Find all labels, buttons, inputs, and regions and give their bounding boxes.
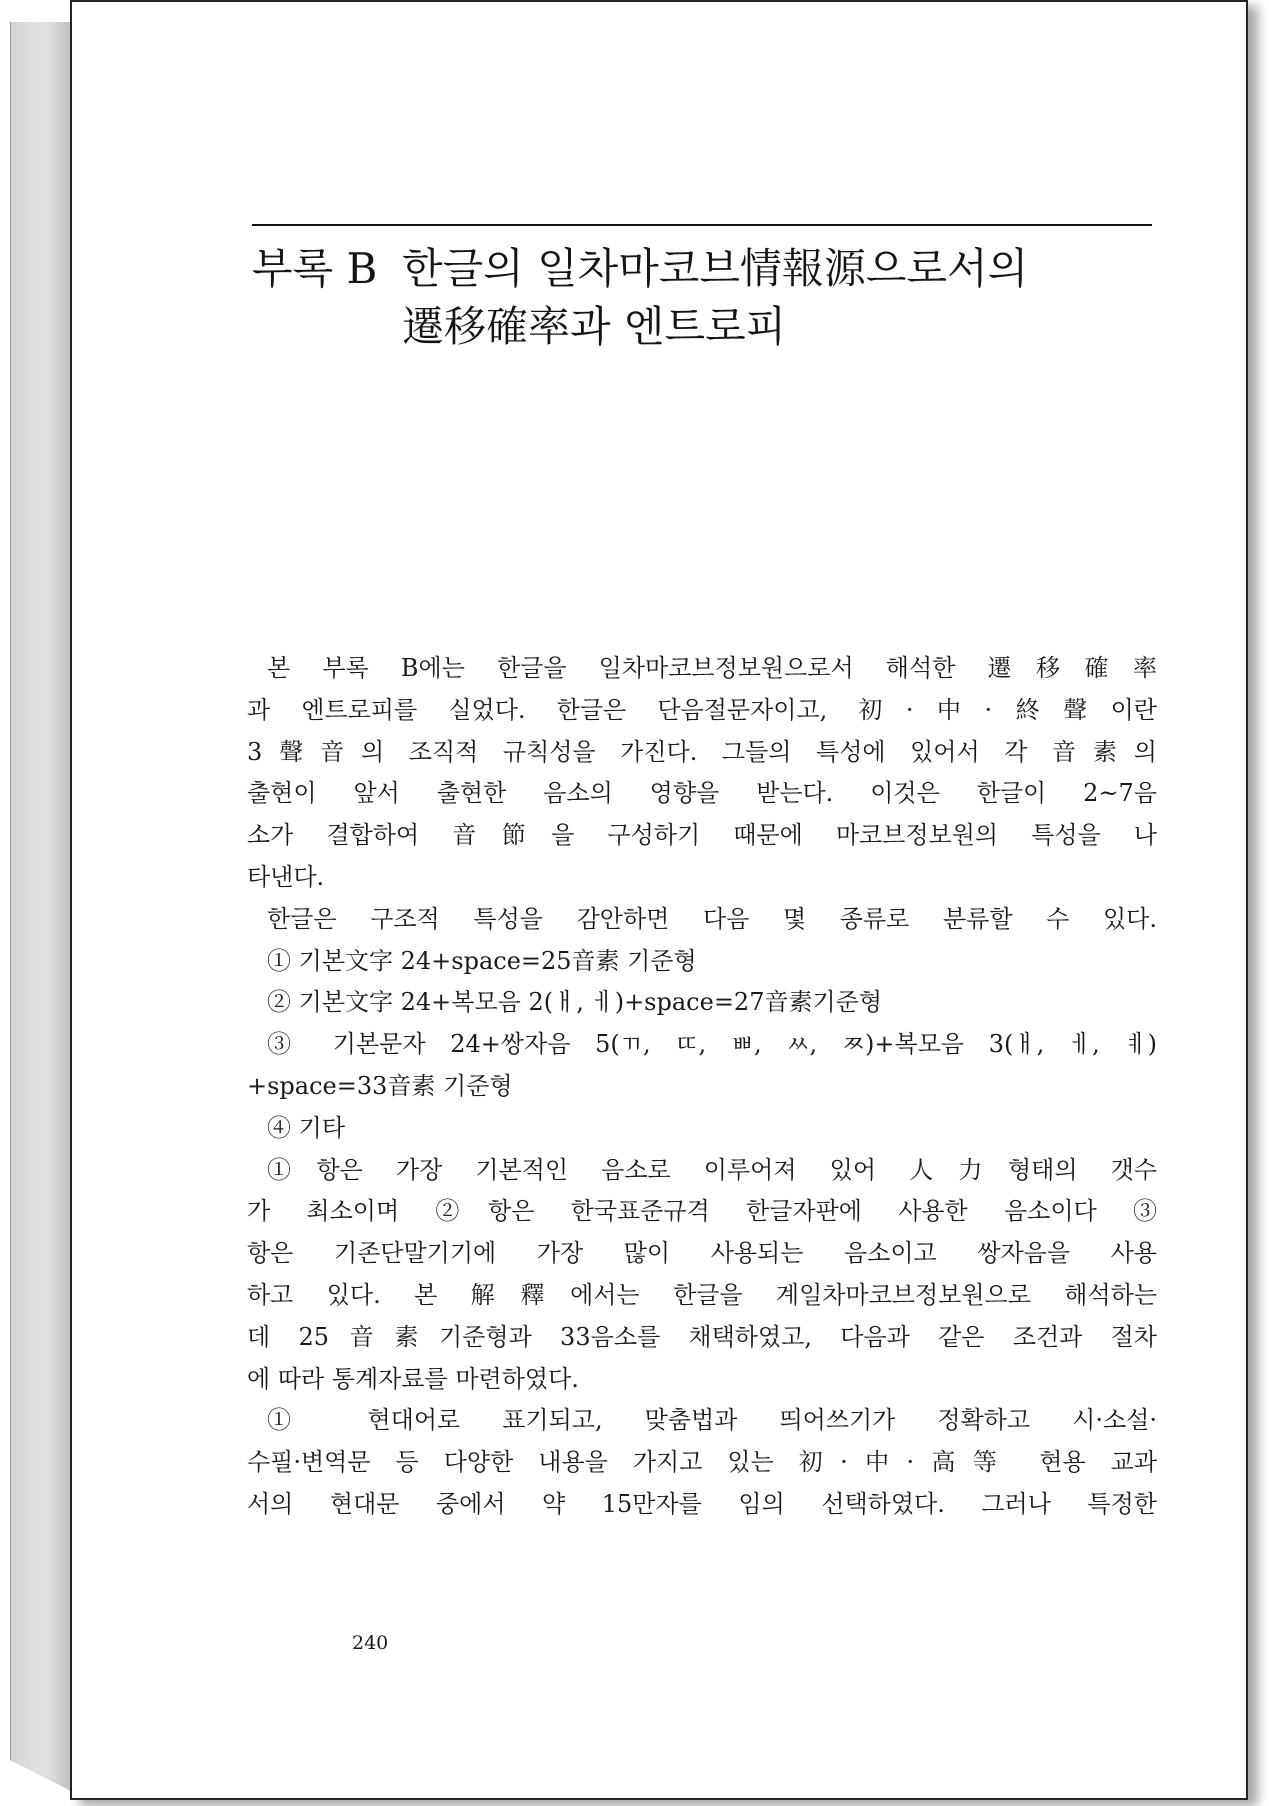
body-line: 3聲音의 조직적 규칙성을 가진다. 그들의 특성에 있어서 각 音素의 [247,737,1157,766]
list-item-1: ① 기본文字 24+space=25音素 기준형 [267,946,697,975]
body-line: 가 최소이며 ②항은 한국표준규격 한글자판에 사용한 음소이다 ③ [247,1197,1157,1226]
body-text [247,648,1157,1526]
page-number: 240 [352,1632,389,1654]
body-line: 데 25音素기준형과 33음소를 채택하였고, 다음과 같은 조건과 절차 [247,1322,1157,1351]
body-line: 출현이 앞서 출현한 음소의 영향을 받는다. 이것은 한글이 2~7음 [247,779,1157,808]
book-page [70,0,1248,1800]
body-line: 서의 현대문 중에서 약 15만자를 임의 선택하였다. 그러나 특정한 [247,1489,1157,1518]
body-line: 과 엔트로피를 실었다. 한글은 단음절문자이고, 初·中·終聲이란 [247,695,1157,724]
body-line: 타낸다. [247,862,325,891]
body-line: 한글은 구조적 특성을 감안하면 다음 몇 종류로 분류할 수 있다. [267,904,1157,933]
book-page-edges [10,22,73,1792]
appendix-label: 부록 B [252,244,378,293]
body-line: ① 현대어로 표기되고, 맞춤법과 띄어쓰기가 정확하고 시·소설· [267,1406,1157,1435]
appendix-title-line-1: 한글의 일차마코브情報源으로서의 [402,244,1029,293]
appendix-title-line-2: 遷移確率과 엔트로피 [402,302,787,351]
body-line: 수필·변역문 등 다양한 내용을 가지고 있는 初·中·高等 현용 교과 [247,1448,1157,1477]
body-line: 하고 있다. 본 解釋에서는 한글을 계일차마코브정보원으로 해석하는 [247,1280,1157,1309]
list-item-2: ② 기본文字 24+복모음 2(ㅐ, ㅔ)+space=27音素기준형 [267,988,883,1017]
body-line: ①항은 가장 기본적인 음소로 이루어져 있어 人力형태의 갯수 [267,1155,1157,1184]
body-line: 에 따라 통계자료를 마련하였다. [247,1364,579,1393]
body-line: 소가 결합하여 音節을 구성하기 때문에 마코브정보원의 특성을 나 [247,821,1157,850]
body-line: 항은 기존단말기기에 가장 많이 사용되는 음소이고 쌍자음을 사용 [247,1239,1157,1268]
list-item-3: ③ 기본문자 24+쌍자음 5(ㄲ, ㄸ, ㅃ, ㅆ, ㅉ)+복모음 3(ㅐ, ㅔ, ㅖ) [267,1030,1157,1059]
list-item-3-cont: +space=33音素 기준형 [247,1071,513,1100]
body-line: 본 부록 B에는 한글을 일차마코브정보원으로서 해석한 遷移確率 [267,654,1157,682]
list-item-4: ④ 기타 [267,1113,345,1142]
heading-rule [252,224,1152,226]
appendix-heading [252,240,1172,356]
